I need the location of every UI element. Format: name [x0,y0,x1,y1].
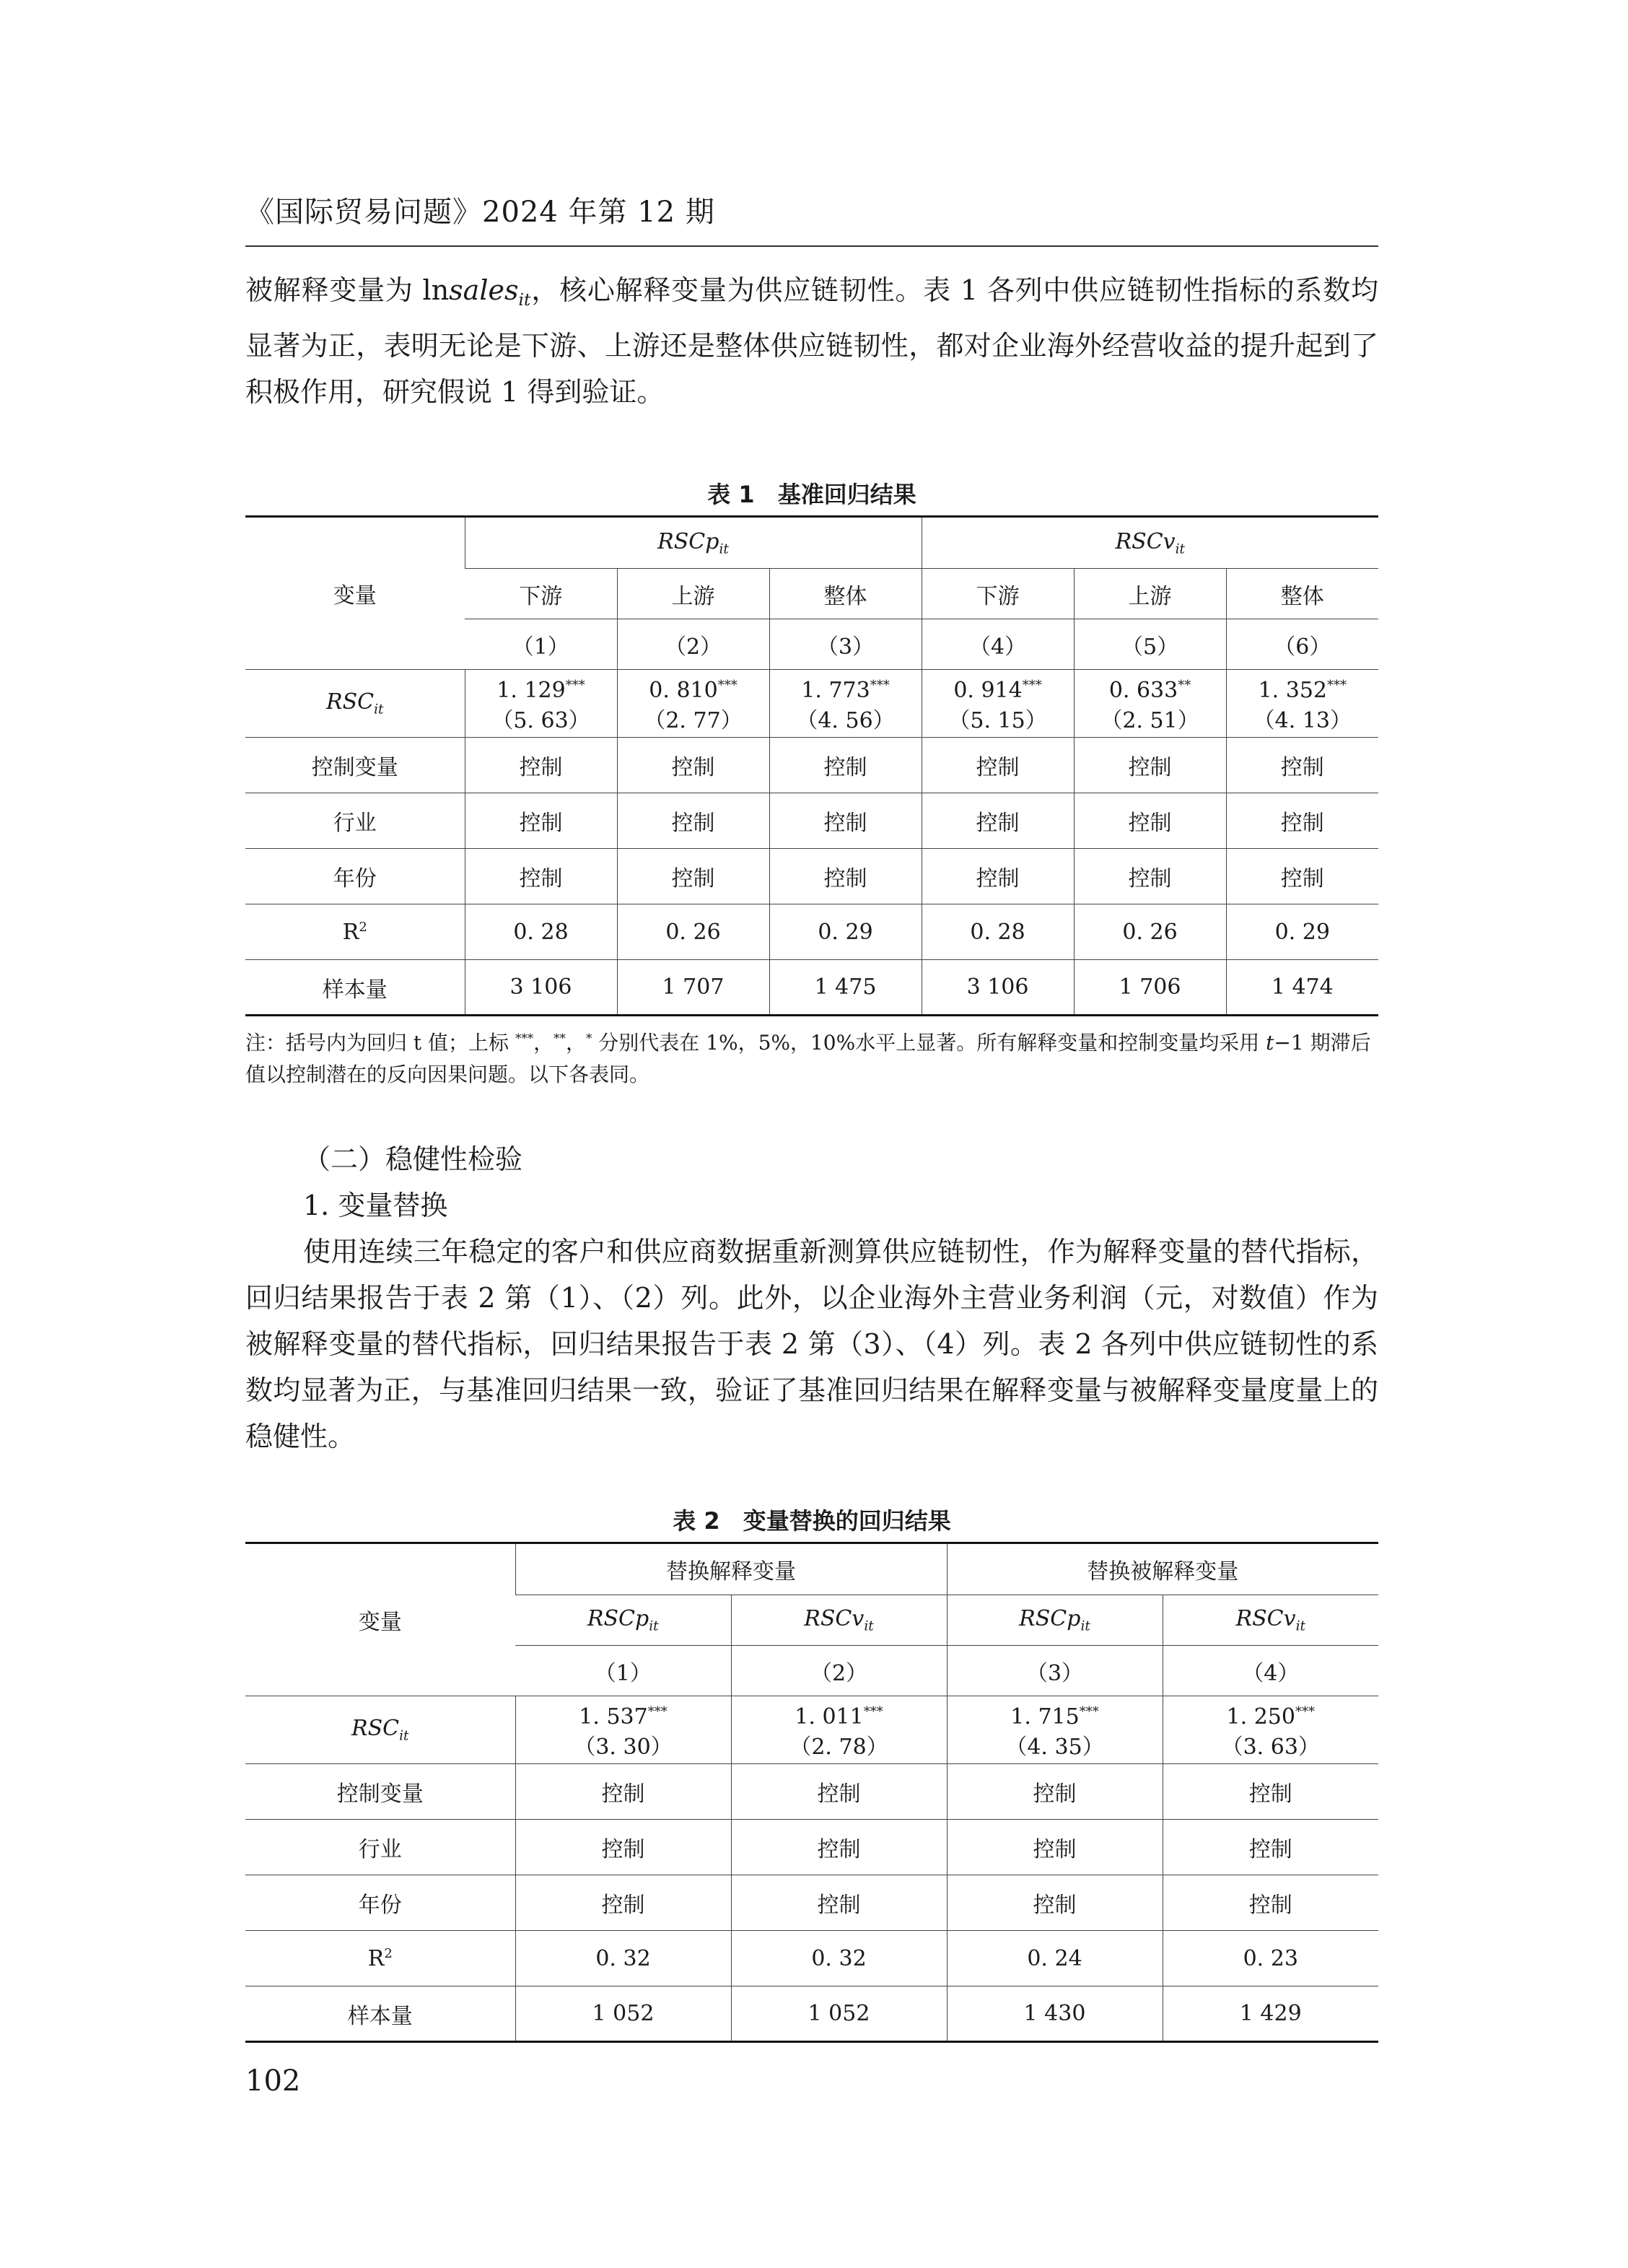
table1-note: 注：括号内为回归 t 值；上标 ***，**，* 分别代表在 1%，5%，10%水平上显著。所有解释变量和控制变量均采用 t−1 期滞后值以控制潜在的反向因果问题。以下各表同。 [245,1031,1371,1087]
table2-caption: 表 2 变量替换的回归结果 [673,1507,951,1535]
table1-subhead: 整体 [1226,569,1378,619]
table1-r2-cell: 0. 28 [465,904,617,960]
table1-control-cell: 控制 [769,738,922,793]
table1-control-cell: 控制 [617,793,769,849]
table1-n-cell: 1 707 [617,960,769,1016]
table1-subhead: 整体 [769,569,922,619]
table1-coef-cell: 0. 914*** （5. 15） [922,670,1074,738]
table2-control-cell: 控制 [947,1820,1163,1875]
table1-caption: 表 1 基准回归结果 [707,481,916,508]
table1-n-cell: 1 475 [769,960,922,1016]
table2-control-cell: 控制 [1163,1820,1378,1875]
table1-subhead: 上游 [617,569,769,619]
table2-r2-cell: 0. 32 [731,1931,947,1986]
table2-control-cell: 控制 [515,1820,731,1875]
table1-row-label-year: 年份 [245,849,465,904]
table1-coef-cell: 1. 352*** （4. 13） [1226,670,1378,738]
table2-group-replace-explanatory: 替换解释变量 [515,1543,947,1595]
table1-group-rscp: RSCp$_{it}$ [465,517,922,569]
table2-control-cell: 控制 [731,1875,947,1931]
table1-colnum: （5） [1074,619,1226,670]
table1-control-cell: 控制 [1226,849,1378,904]
table2 [245,1542,1378,2043]
table2-group-replace-dependent: 替换被解释变量 [947,1543,1378,1595]
table2-n-cell: 1 052 [731,1986,947,2042]
table1-control-cell: 控制 [1074,849,1226,904]
table1-control-cell: 控制 [617,738,769,793]
table1-row-label-controls: 控制变量 [245,738,465,793]
table2-control-cell: 控制 [947,1764,1163,1820]
table1-colnum: （2） [617,619,769,670]
table1-subhead: 下游 [922,569,1074,619]
table2-n-cell: 1 429 [1163,1986,1378,2042]
table1-control-cell: 控制 [1226,793,1378,849]
table1-subhead: 上游 [1074,569,1226,619]
section-paragraph: 使用连续三年稳定的客户和供应商数据重新测算供应链韧性，作为解释变量的替代指标，回归结果报告于表 2 第（1）、（2）列。此外，以企业海外主营业务利润（元，对数值）作为被解释变量的替代指标，回归结果报告于表 2 第（3）、（4）列。表 2 各列中供应链韧性的系数均显著为正，与基准回归结果一致，验证了基准回归结果在解释变量与被解释变量度量上的稳健性。 [245,1236,1378,1452]
table1-n-cell: 3 106 [465,960,617,1016]
table2-coef-cell: 1. 715*** （4. 35） [947,1696,1163,1764]
table1-row-label-rsc: $RSC_{it}$ [245,670,465,738]
table2-row-label-industry: 行业 [245,1820,515,1875]
table1-variable-header: 变量 [245,517,465,670]
table2-colnum: （4） [1163,1646,1378,1696]
table1-colnum: （6） [1226,619,1378,670]
section-body [245,1136,1378,1460]
table2-subhead: RSCp$_{it}$ [515,1595,731,1646]
table1-n-cell: 1 474 [1226,960,1378,1016]
table1-control-cell: 控制 [1074,738,1226,793]
header-rule [245,245,1378,247]
table1-n-cell: 3 106 [922,960,1074,1016]
subsection-heading: 1. 变量替换 [303,1190,448,1221]
table1-subhead: 下游 [465,569,617,619]
table1-colnum: （1） [465,619,617,670]
section-heading: （二）稳健性检验 [303,1143,523,1175]
table1-r2-cell: 0. 29 [1226,904,1378,960]
table2-colnum: （1） [515,1646,731,1696]
table1-r2-cell: 0. 28 [922,904,1074,960]
table2-n-cell: 1 430 [947,1986,1163,2042]
intro-text-b: ，核心解释变量为供应链韧性。表 1 各列中供应链韧性指标的系数均显著为正，表明无论是下游、上游还是整体供应链韧性，都对企业海外经营收益的提升起到了积极作用，研究假说 1 得到验证。 [245,274,1378,409]
intro-text-a: 被解释变量为 ln [245,274,450,306]
table2-subhead: RSCv$_{it}$ [731,1595,947,1646]
table1-control-cell: 控制 [617,849,769,904]
table1 [245,515,1378,1016]
table1-control-cell: 控制 [922,738,1074,793]
table1-control-cell: 控制 [465,793,617,849]
table2-subhead: RSCp$_{it}$ [947,1595,1163,1646]
table2-control-cell: 控制 [1163,1764,1378,1820]
table2-subhead: RSCv$_{it}$ [1163,1595,1378,1646]
table2-r2-cell: 0. 32 [515,1931,731,1986]
table2-coef-cell: 1. 011*** （2. 78） [731,1696,947,1764]
table2-control-cell: 控制 [947,1875,1163,1931]
table1-r2-cell: 0. 29 [769,904,922,960]
intro-variable: sales [449,274,519,306]
table2-row-label-controls: 控制变量 [245,1764,515,1820]
table1-control-cell: 控制 [1226,738,1378,793]
table1-row-label-industry: 行业 [245,793,465,849]
table1-control-cell: 控制 [769,849,922,904]
table2-control-cell: 控制 [515,1875,731,1931]
table2-row-label-year: 年份 [245,1875,515,1931]
table1-control-cell: 控制 [922,793,1074,849]
table1-colnum: （3） [769,619,922,670]
intro-variable-subscript: it [518,289,531,310]
table2-control-cell: 控制 [1163,1875,1378,1931]
table1-coef-cell: 0. 810*** （2. 77） [617,670,769,738]
table1-control-cell: 控制 [922,849,1074,904]
table1-control-cell: 控制 [1074,793,1226,849]
running-header: 《国际贸易问题》2024 年第 12 期 [245,196,715,229]
table1-r2-cell: 0. 26 [617,904,769,960]
table2-control-cell: 控制 [731,1820,947,1875]
table2-row-label-n: 样本量 [245,1986,515,2042]
table2-row-label-r2: $R^2$ [245,1931,515,1986]
table1-row-label-n: 样本量 [245,960,465,1016]
table2-coef-cell: 1. 537*** （3. 30） [515,1696,731,1764]
table1-n-cell: 1 706 [1074,960,1226,1016]
table1-coef-cell: 1. 129*** （5. 63） [465,670,617,738]
table2-r2-cell: 0. 24 [947,1931,1163,1986]
table2-variable-header: 变量 [245,1543,515,1696]
table1-r2-cell: 0. 26 [1074,904,1226,960]
table1-group-rscv: RSCv$_{it}$ [922,517,1378,569]
table2-coef-cell: 1. 250*** （3. 63） [1163,1696,1378,1764]
table2-control-cell: 控制 [515,1764,731,1820]
intro-paragraph [245,267,1378,415]
page-number: 102 [245,2064,301,2098]
table1-row-label-r2: $R^2$ [245,904,465,960]
table1-control-cell: 控制 [769,793,922,849]
table2-row-label-rsc: $RSC_{it}$ [245,1696,515,1764]
table2-control-cell: 控制 [731,1764,947,1820]
table2-colnum: （3） [947,1646,1163,1696]
table1-control-cell: 控制 [465,849,617,904]
table2-n-cell: 1 052 [515,1986,731,2042]
table1-coef-cell: 0. 633** （2. 51） [1074,670,1226,738]
table1-coef-cell: 1. 773*** （4. 56） [769,670,922,738]
table2-r2-cell: 0. 23 [1163,1931,1378,1986]
table2-colnum: （2） [731,1646,947,1696]
table1-colnum: （4） [922,619,1074,670]
table1-control-cell: 控制 [465,738,617,793]
